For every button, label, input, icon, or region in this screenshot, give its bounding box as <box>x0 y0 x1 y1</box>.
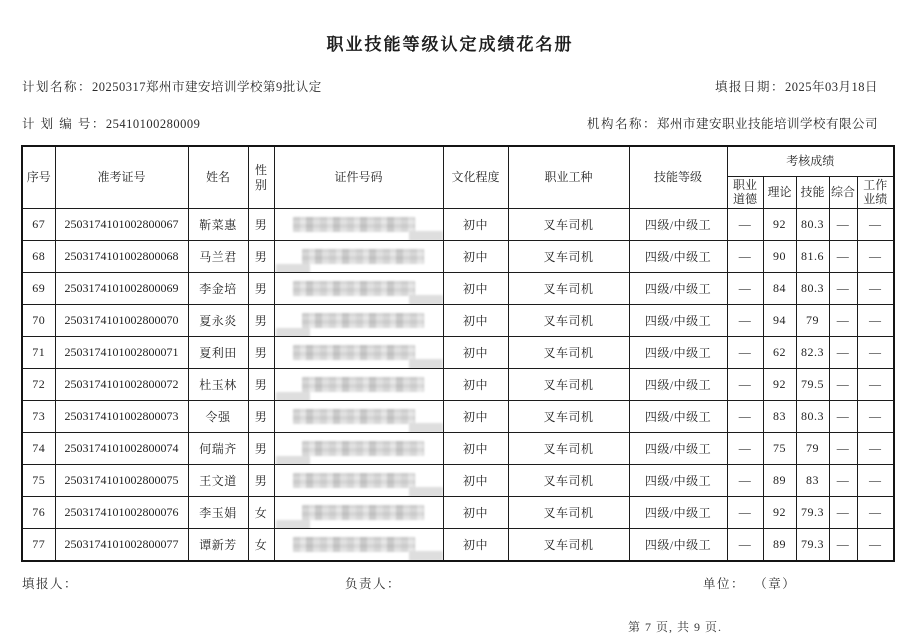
cell-occupation: 叉车司机 <box>508 241 629 273</box>
cell-exam-no: 2503174101002800072 <box>55 369 188 401</box>
cell-score-skill: 82.3 <box>796 337 829 369</box>
cell-score-skill: 80.3 <box>796 401 829 433</box>
cell-score-skill: 79.5 <box>796 369 829 401</box>
cell-occupation: 叉车司机 <box>508 273 629 305</box>
table-row <box>22 529 894 562</box>
redacted-id-blur <box>302 505 424 520</box>
cell-name: 令强 <box>188 401 248 433</box>
redacted-id-blur <box>302 249 424 264</box>
table-row <box>22 465 894 497</box>
header-exam-no: 准考证号 <box>55 146 188 209</box>
report-date-value: 2025年03月18日 <box>784 80 878 94</box>
cell-score-ethics: — <box>727 529 763 562</box>
cell-score-ethics: — <box>727 305 763 337</box>
org-name <box>587 114 878 132</box>
cell-id-redacted <box>274 497 443 529</box>
cell-seq: 71 <box>22 337 55 369</box>
cell-exam-no: 2503174101002800070 <box>55 305 188 337</box>
cell-occupation: 叉车司机 <box>508 529 629 562</box>
cell-id-redacted <box>274 241 443 273</box>
cell-education: 初中 <box>443 369 508 401</box>
manager-label: 负责人： <box>345 577 402 591</box>
cell-occupation: 叉车司机 <box>508 305 629 337</box>
cell-skill-level: 四级/中级工 <box>629 337 727 369</box>
cell-gender: 女 <box>248 497 274 529</box>
cell-score-ethics: — <box>727 241 763 273</box>
cell-seq: 76 <box>22 497 55 529</box>
roster-table-head <box>22 146 894 209</box>
cell-id-redacted <box>274 465 443 497</box>
cell-score-ethics: — <box>727 209 763 241</box>
cell-score-skill: 80.3 <box>796 209 829 241</box>
cell-education: 初中 <box>443 209 508 241</box>
cell-skill-level: 四级/中级工 <box>629 369 727 401</box>
redacted-id-blur <box>293 473 415 488</box>
redacted-id-blur <box>293 217 415 232</box>
cell-id-redacted <box>274 305 443 337</box>
cell-name: 夏利田 <box>188 337 248 369</box>
cell-score-theory: 89 <box>763 465 796 497</box>
cell-seq: 67 <box>22 209 55 241</box>
cell-skill-level: 四级/中级工 <box>629 497 727 529</box>
cell-education: 初中 <box>443 497 508 529</box>
cell-education: 初中 <box>443 529 508 562</box>
cell-score-comprehensive: — <box>829 369 857 401</box>
cell-occupation: 叉车司机 <box>508 209 629 241</box>
cell-seq: 70 <box>22 305 55 337</box>
header-id-no: 证件号码 <box>274 146 443 209</box>
cell-occupation: 叉车司机 <box>508 401 629 433</box>
footer-row <box>0 574 900 592</box>
table-row <box>22 433 894 465</box>
cell-gender: 男 <box>248 465 274 497</box>
cell-score-skill: 83 <box>796 465 829 497</box>
cell-name: 李玉娟 <box>188 497 248 529</box>
cell-occupation: 叉车司机 <box>508 369 629 401</box>
cell-score-comprehensive: — <box>829 433 857 465</box>
cell-score-ethics: — <box>727 369 763 401</box>
meta-row-2 <box>0 114 900 132</box>
seal-label: （章） <box>754 577 797 591</box>
cell-gender: 男 <box>248 433 274 465</box>
cell-name: 王文道 <box>188 465 248 497</box>
cell-exam-no: 2503174101002800076 <box>55 497 188 529</box>
cell-education: 初中 <box>443 241 508 273</box>
plan-name-label: 计划名称： <box>22 80 93 94</box>
cell-exam-no: 2503174101002800075 <box>55 465 188 497</box>
cell-score-ethics: — <box>727 497 763 529</box>
cell-score-work: — <box>857 497 894 529</box>
cell-score-comprehensive: — <box>829 241 857 273</box>
header-gender: 性别 <box>248 146 274 209</box>
cell-score-work: — <box>857 241 894 273</box>
cell-gender: 男 <box>248 241 274 273</box>
cell-score-skill: 79.3 <box>796 497 829 529</box>
header-score-work: 工作业绩 <box>857 177 894 209</box>
cell-score-work: — <box>857 273 894 305</box>
cell-score-skill: 79.3 <box>796 529 829 562</box>
header-occupation: 职业工种 <box>508 146 629 209</box>
header-education: 文化程度 <box>443 146 508 209</box>
cell-score-skill: 81.6 <box>796 241 829 273</box>
header-skill-level: 技能等级 <box>629 146 727 209</box>
cell-score-comprehensive: — <box>829 209 857 241</box>
redacted-id-blur <box>293 281 415 296</box>
cell-score-skill: 79 <box>796 433 829 465</box>
cell-seq: 72 <box>22 369 55 401</box>
cell-skill-level: 四级/中级工 <box>629 529 727 562</box>
cell-score-comprehensive: — <box>829 305 857 337</box>
cell-score-theory: 75 <box>763 433 796 465</box>
org-name-label: 机构名称： <box>586 117 657 131</box>
cell-gender: 男 <box>248 273 274 305</box>
cell-score-comprehensive: — <box>829 497 857 529</box>
cell-score-theory: 92 <box>763 369 796 401</box>
cell-score-theory: 92 <box>763 497 796 529</box>
table-row <box>22 241 894 273</box>
cell-skill-level: 四级/中级工 <box>629 401 727 433</box>
cell-occupation: 叉车司机 <box>508 433 629 465</box>
redacted-id-blur <box>302 313 424 328</box>
cell-score-ethics: — <box>727 401 763 433</box>
cell-score-theory: 84 <box>763 273 796 305</box>
cell-score-theory: 89 <box>763 529 796 562</box>
cell-score-ethics: — <box>727 465 763 497</box>
redacted-id-blur <box>302 377 424 392</box>
cell-score-ethics: — <box>727 433 763 465</box>
header-score-skill: 技能 <box>796 177 829 209</box>
unit-seal <box>703 574 796 592</box>
cell-score-work: — <box>857 401 894 433</box>
cell-skill-level: 四级/中级工 <box>629 273 727 305</box>
cell-score-work: — <box>857 337 894 369</box>
table-row <box>22 369 894 401</box>
cell-gender: 男 <box>248 401 274 433</box>
cell-id-redacted <box>274 209 443 241</box>
cell-score-ethics: — <box>727 273 763 305</box>
cell-seq: 69 <box>22 273 55 305</box>
cell-score-skill: 80.3 <box>796 273 829 305</box>
cell-skill-level: 四级/中级工 <box>629 209 727 241</box>
unit-label: 单位： <box>703 577 746 591</box>
cell-skill-level: 四级/中级工 <box>629 305 727 337</box>
cell-skill-level: 四级/中级工 <box>629 465 727 497</box>
cell-score-skill: 79 <box>796 305 829 337</box>
table-row <box>22 337 894 369</box>
redacted-id-blur <box>293 345 415 360</box>
report-date <box>715 77 878 95</box>
cell-name: 靳菜惠 <box>188 209 248 241</box>
cell-seq: 74 <box>22 433 55 465</box>
cell-exam-no: 2503174101002800069 <box>55 273 188 305</box>
table-row <box>22 497 894 529</box>
table-row <box>22 209 894 241</box>
cell-score-comprehensive: — <box>829 337 857 369</box>
cell-name: 杜玉林 <box>188 369 248 401</box>
cell-education: 初中 <box>443 305 508 337</box>
cell-exam-no: 2503174101002800073 <box>55 401 188 433</box>
cell-exam-no: 2503174101002800068 <box>55 241 188 273</box>
cell-score-work: — <box>857 209 894 241</box>
header-score-group: 考核成绩 <box>727 146 894 177</box>
cell-name: 何瑞齐 <box>188 433 248 465</box>
cell-score-work: — <box>857 529 894 562</box>
cell-skill-level: 四级/中级工 <box>629 241 727 273</box>
cell-exam-no: 2503174101002800074 <box>55 433 188 465</box>
cell-gender: 男 <box>248 209 274 241</box>
report-date-label: 填报日期： <box>714 80 785 94</box>
cell-id-redacted <box>274 401 443 433</box>
cell-score-theory: 83 <box>763 401 796 433</box>
table-row <box>22 305 894 337</box>
org-name-value: 郑州市建安职业技能培训学校有限公司 <box>656 117 878 131</box>
cell-gender: 男 <box>248 305 274 337</box>
cell-seq: 68 <box>22 241 55 273</box>
table-row <box>22 273 894 305</box>
cell-score-theory: 92 <box>763 209 796 241</box>
cell-exam-no: 2503174101002800071 <box>55 337 188 369</box>
cell-score-ethics: — <box>727 337 763 369</box>
table-row <box>22 401 894 433</box>
redacted-id-blur <box>302 441 424 456</box>
plan-name-value: 20250317郑州市建安培训学校第9批认定 <box>92 80 322 94</box>
cell-id-redacted <box>274 433 443 465</box>
cell-name: 夏永炎 <box>188 305 248 337</box>
cell-id-redacted <box>274 337 443 369</box>
plan-no-label: 计 划 编 号： <box>22 117 106 131</box>
cell-score-work: — <box>857 305 894 337</box>
roster-table-body <box>22 209 894 562</box>
cell-education: 初中 <box>443 401 508 433</box>
cell-gender: 男 <box>248 337 274 369</box>
header-name: 姓名 <box>188 146 248 209</box>
cell-name: 马兰君 <box>188 241 248 273</box>
cell-education: 初中 <box>443 465 508 497</box>
header-score-comprehensive: 综合 <box>829 177 857 209</box>
header-score-theory: 理论 <box>763 177 796 209</box>
cell-score-work: — <box>857 369 894 401</box>
redacted-id-blur <box>293 409 415 424</box>
cell-seq: 75 <box>22 465 55 497</box>
cell-education: 初中 <box>443 433 508 465</box>
cell-score-theory: 94 <box>763 305 796 337</box>
plan-no <box>22 114 200 132</box>
redacted-id-blur <box>293 537 415 552</box>
cell-score-theory: 62 <box>763 337 796 369</box>
cell-score-comprehensive: — <box>829 273 857 305</box>
header-score-ethics: 职业道德 <box>727 177 763 209</box>
cell-occupation: 叉车司机 <box>508 465 629 497</box>
plan-name <box>22 77 322 95</box>
cell-name: 李金培 <box>188 273 248 305</box>
roster-table <box>21 145 895 562</box>
cell-exam-no: 2503174101002800077 <box>55 529 188 562</box>
plan-no-value: 25410100280009 <box>105 117 201 131</box>
cell-name: 谭新芳 <box>188 529 248 562</box>
page-title: 职业技能等级认定成绩花名册 <box>326 35 574 54</box>
cell-score-theory: 90 <box>763 241 796 273</box>
header-seq: 序号 <box>22 146 55 209</box>
cell-id-redacted <box>274 369 443 401</box>
cell-exam-no: 2503174101002800067 <box>55 209 188 241</box>
cell-occupation: 叉车司机 <box>508 337 629 369</box>
cell-score-comprehensive: — <box>829 465 857 497</box>
cell-score-work: — <box>857 465 894 497</box>
cell-seq: 77 <box>22 529 55 562</box>
page-number: 第 7 页, 共 9 页. <box>628 620 723 634</box>
filler-label: 填报人： <box>22 577 79 591</box>
cell-skill-level: 四级/中级工 <box>629 433 727 465</box>
cell-gender: 男 <box>248 369 274 401</box>
meta-row-1 <box>0 77 900 95</box>
cell-gender: 女 <box>248 529 274 562</box>
cell-score-comprehensive: — <box>829 529 857 562</box>
cell-education: 初中 <box>443 337 508 369</box>
cell-id-redacted <box>274 529 443 562</box>
cell-occupation: 叉车司机 <box>508 497 629 529</box>
cell-score-work: — <box>857 433 894 465</box>
cell-education: 初中 <box>443 273 508 305</box>
cell-id-redacted <box>274 273 443 305</box>
cell-score-comprehensive: — <box>829 401 857 433</box>
cell-seq: 73 <box>22 401 55 433</box>
